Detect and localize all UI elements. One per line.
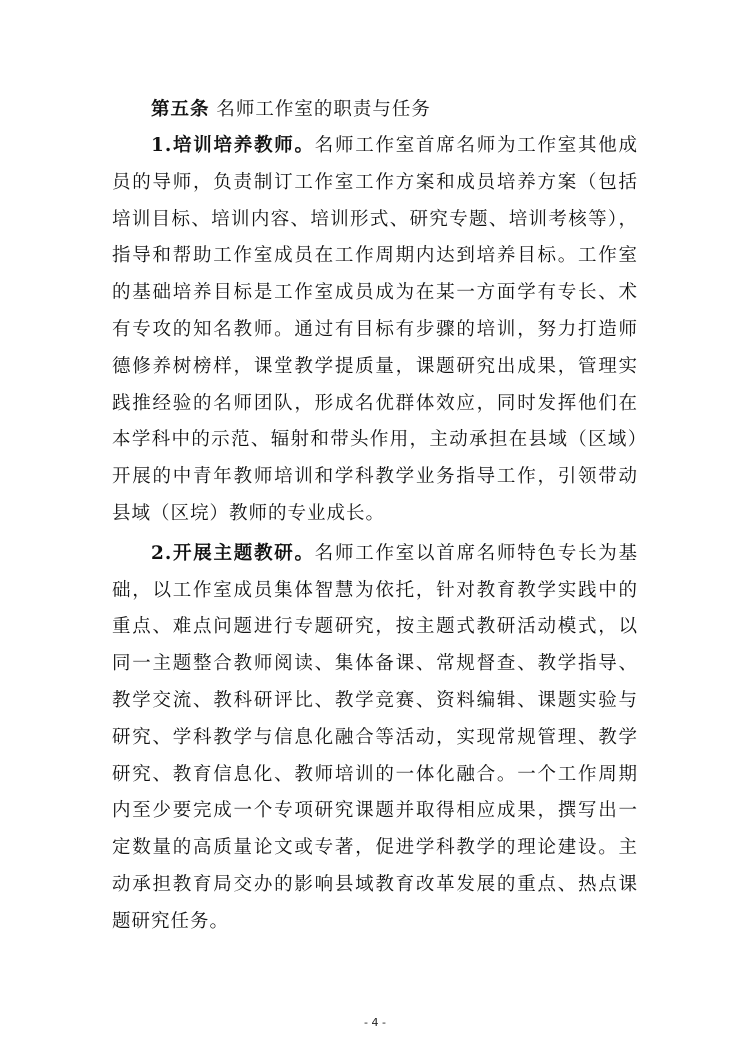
paragraph-training xyxy=(112,128,638,533)
section-label: 第五条 xyxy=(151,99,210,120)
section-title: 名师工作室的职责与任务 xyxy=(216,99,431,120)
section-heading xyxy=(151,92,638,128)
paragraph-research xyxy=(112,536,638,941)
paragraph-lead-research: 2.开展主题教研。 xyxy=(151,542,315,564)
paragraph-lead-training: 1.培训培养教师。 xyxy=(151,135,315,156)
document-body xyxy=(112,92,638,941)
paragraph-text-training: 名师工作室首席名师为工作室其他成员的导师，负责制订工作室工作方案和成员培养方案（包括培训目标、培训内容、培训形式、研究专题、培训考核等），指导和帮助工作室成员在工作周期内达到培养目标。工作室的基础培养目标是工作室成员成为在某一方面学有专长、术有专攻的知名教师。通过有目标有步骤的培训，努力打造师德修养树榜样，课堂教学提质量，课题研究出成果，管理实践推经验的名师团队，形成名优群体效应，同时发挥他们在本学科中的示范、辐射和带头作用，主动承担在县域（区域）开展的中青年教师培训和学科教学业务指导工作，引领带动县域（区垸）教师的专业成长。 xyxy=(112,135,638,524)
page-number: - 4 - xyxy=(364,1016,386,1029)
paragraph-text-research: 名师工作室以首席名师特色专长为基础，以工作室成员集体智慧为依托，针对教育教学实践中的重点、难点问题进行专题研究，按主题式教研活动模式，以同一主题整合教师阅读、集体备课、常规督查、教学指导、教学交流、教科研评比、教学竞赛、资料编辑、课题实验与研究、学科教学与信息化融合等活动，实现常规管理、教学研究、教育信息化、教师培训的一体化融合。一个工作周期内至少要完成一个专项研究课题并取得相应成果，撰写出一定数量的高质量论文或专著，促进学科教学的理论建设。主动承担教育局交办的影响县域教育改革发展的重点、热点课题研究任务。 xyxy=(112,542,638,932)
